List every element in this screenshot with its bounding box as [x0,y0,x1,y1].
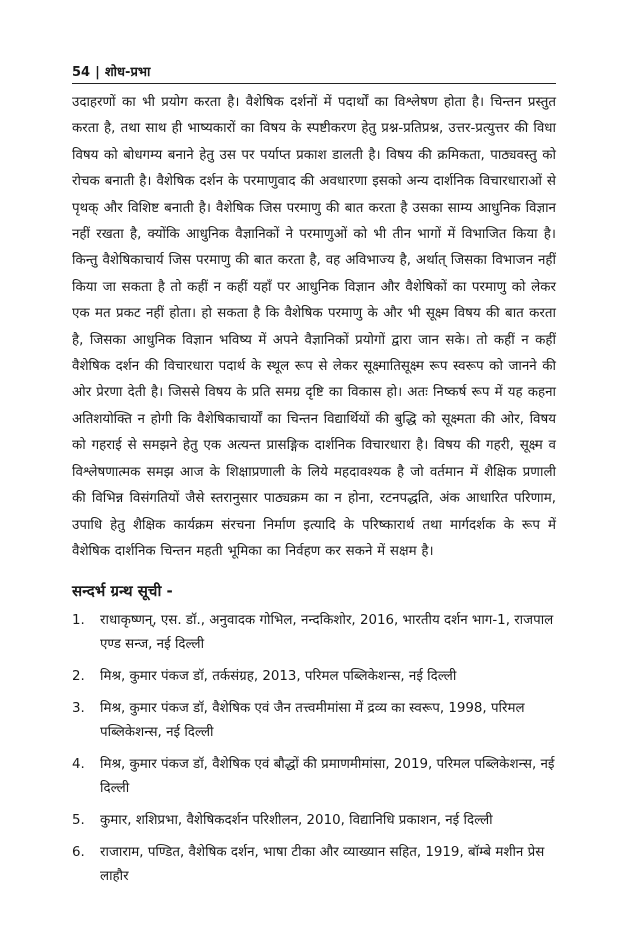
running-header [72,62,556,84]
reference-number: 6. [72,845,85,861]
reference-item [72,697,556,745]
reference-text: राजाराम, पण्डित, वैशेषिक दर्शन, भाषा टीका और व्याख्यान सहित, 1919, बॉम्बे मशीन प्रेस लाहौर [100,845,545,885]
reference-item [72,753,556,801]
reference-item [72,665,556,689]
reference-number: 5. [72,813,85,829]
document-page [72,62,556,897]
reference-number: 4. [72,757,85,773]
body-paragraph: उदाहरणों का भी प्रयोग करता है। वैशेषिक दर्शनों में पदार्थों का विश्लेषण होता है। चिन्तन प्रस्तुत करता है, तथा साथ ही भाष्यकारों का विषय के स्पष्टीकरण हेतु प्रश्न-प्रतिप्रश्न, उत्तर-प्रत्युत्तर की विधा विषय को बोधगम्य बनाने हेतु उस पर पर्याप्त प्रकाश डालती है। विषय की क्रमिकता, पाठ्यवस्तु को रोचक बनाती है। वैशेषिक दर्शन के परमाणुवाद की अवधारणा इसको अन्य दार्शनिक विचारधाराओं से पृथक् और विशिष्ट बनाती है। वैशेषिक जिस परमाणु की बात करता है उसका साम्य आधुनिक विज्ञान नहीं रखता है, क्योंकि आधुनिक वैज्ञानिकों ने परमाणुओं को भी तीन भागों में विभाजित किया है। किन्तु वैशेषिकाचार्य जिस परमाणु की बात करता है, वह अविभाज्य है, अर्थात् जिसका विभाजन नहीं किया जा सकता है तो कहीं न कहीं यहाँ पर आधुनिक विज्ञान और वैशेषिकों का परमाणु को लेकर एक मत प्रकट नहीं होता। हो सकता है कि वैशेषिक परमाणु के और भी सूक्ष्म विषय की बात करता है, जिसका आधुनिक विज्ञान भविष्य में अपने वैज्ञानिकों प्रयोगों द्वारा जान सके। तो कहीं न कहीं वैशेषिक दर्शन की विचारधारा पदार्थ के स्थूल रूप से लेकर सूक्ष्मातिसूक्ष्म रूप स्वरूप को जानने की ओर प्रेरणा देती है। जिससे विषय के प्रति समग्र दृष्टि का विकास हो। अतः निष्कर्ष रूप में यह कहना अतिशयोक्ति न होगी कि वैशेषिकाचार्यों का चिन्तन विद्यार्थियों की बुद्धि को सूक्ष्मता की ओर, विषय को गहराई से समझने हेतु एक अत्यन्त प्रासङ्गिक दार्शनिक विचारधारा है। विषय की गहरी, सूक्ष्म व विश्लेषणात्मक समझ आज के शिक्षाप्रणाली के लिये महदावश्यक है जो वर्तमान में शैक्षिक प्रणाली की विभिन्न विसंगतियों जैसे स्तरानुसार पाठ्यक्रम का न होना, रटनपद्धति, अंक आधारित परिणाम, उपाधि हेतु शैक्षिक कार्यक्रम संरचना निर्माण इत्यादि के परिष्कारार्थ तथा मार्गदर्शक के रूप में वैशेषिक दार्शनिक चिन्तन महती भूमिका का निर्वहण कर सकने में सक्षम है। [72,95,556,559]
reference-number: 2. [72,669,85,685]
reference-text: राधाकृष्णन्, एस. डॉ., अनुवादक गोभिल, नन्दकिशोर, 2016, भारतीय दर्शन भाग-1, राजपाल एण्ड सन्ज, नई दिल्ली [100,613,554,653]
reference-list [72,609,556,889]
reference-text: कुमार, शशिप्रभा, वैशेषिकदर्शन परिशीलन, 2010, विद्यानिधि प्रकाशन, नई दिल्ली [100,813,493,829]
reference-item [72,809,556,833]
reference-text: मिश्र, कुमार पंकज डॉ, वैशेषिक एवं बौद्धों की प्रमाणमीमांसा, 2019, परिमल पब्लिकेशन्स, नई दिल्ली [100,757,555,797]
journal-title: शोध-प्रभा [104,65,151,80]
header-separator: | [95,65,100,80]
references-heading: सन्दर्भ ग्रन्थ सूची - [72,582,173,601]
reference-item [72,609,556,657]
reference-text: मिश्र, कुमार पंकज डॉ, तर्कसंग्रह, 2013, परिमल पब्लिकेशन्स, नई दिल्ली [100,669,457,685]
reference-text: मिश्र, कुमार पंकज डॉ, वैशेषिक एवं जैन तत्त्वमीमांसा में द्रव्य का स्वरूप, 1998, परिमल पब्लिकेशन्स, नई दिल्ली [100,701,525,741]
reference-number: 3. [72,701,85,717]
reference-item [72,841,556,889]
reference-number: 1. [72,613,85,629]
page-number: 54 [72,65,91,80]
